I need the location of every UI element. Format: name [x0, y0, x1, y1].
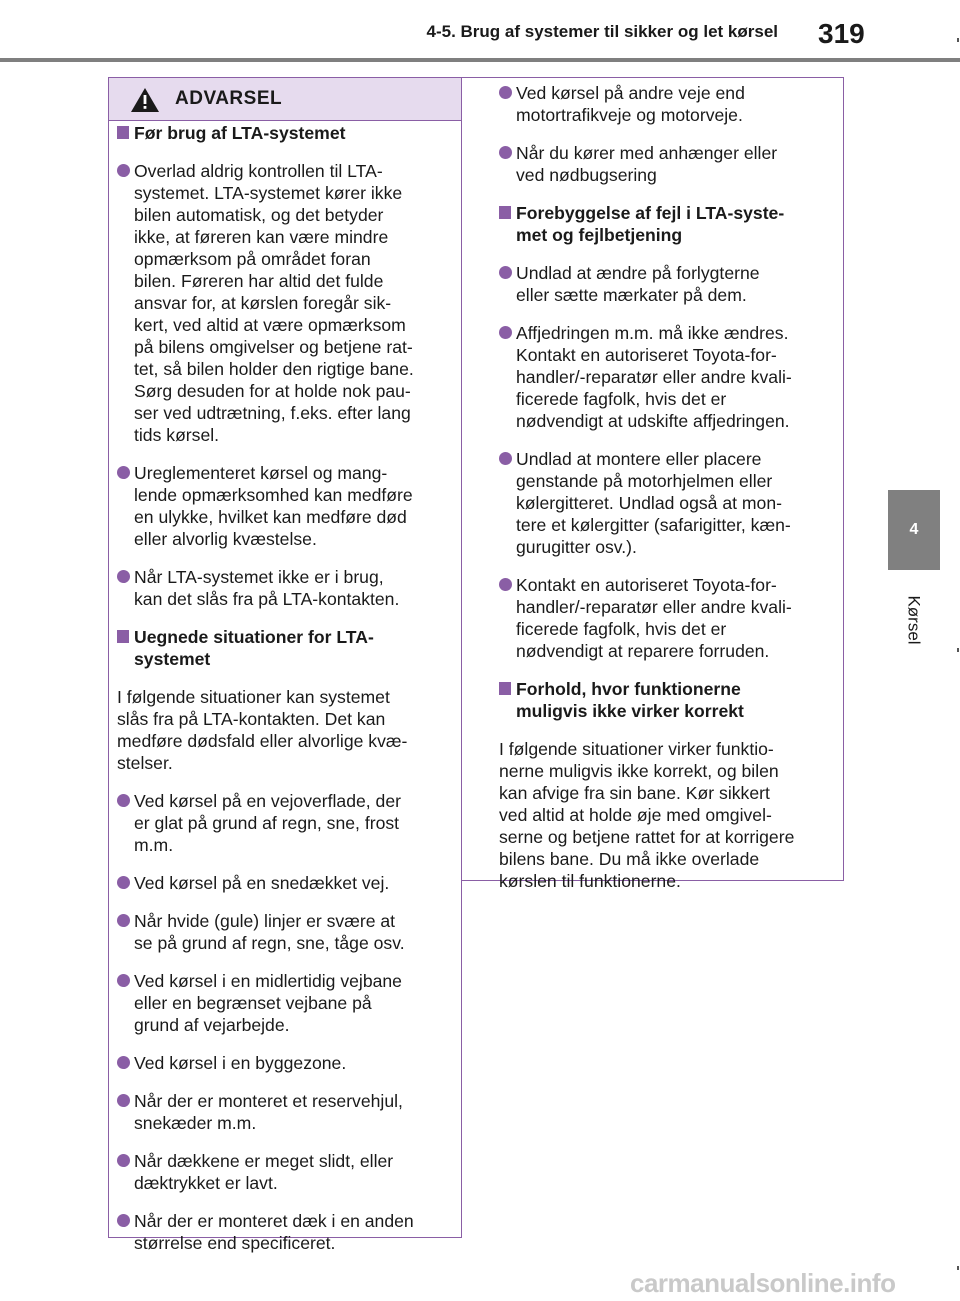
text-line: medføre dødsfald eller alvorlige kvæ- [117, 731, 408, 751]
bullet-dot-icon [117, 794, 130, 807]
text-line: nødvendigt at udskifte affjedringen. [516, 411, 790, 431]
text-line: kølergitteret. Undlad også at mon- [516, 493, 782, 513]
text-lines [516, 262, 829, 306]
text-line: ikke, at føreren kan være mindre [134, 227, 389, 247]
text-line: Når LTA-systemet ikke er i brug, [134, 567, 384, 587]
section-heading [117, 122, 449, 144]
text-lines [134, 566, 449, 610]
text-line: handler/-reparatør eller andre kvali- [516, 367, 792, 387]
text-lines [516, 678, 829, 722]
text-line: bilen automatisk, og det betyder [134, 205, 384, 225]
text-line: Ved kørsel på andre veje end [516, 83, 745, 103]
paragraph [499, 738, 829, 892]
text-line: Før brug af LTA-systemet [134, 123, 346, 143]
text-line: størrelse end specificeret. [134, 1233, 336, 1253]
text-lines [516, 202, 829, 246]
text-lines [134, 970, 449, 1036]
text-line: snekæder m.m. [134, 1113, 257, 1133]
text-line: på bilens omgivelser og betjene rat- [134, 337, 413, 357]
text-line: Kontakt en autoriseret Toyota-for- [516, 575, 777, 595]
bullet-item [117, 1052, 449, 1074]
text-line: Når dækkene er meget slidt, eller [134, 1151, 394, 1171]
bullet-item [117, 1150, 449, 1194]
text-line: gurugitter osv.). [516, 537, 637, 557]
text-line: tere et kølergitter (safarigitter, kæn- [516, 515, 791, 535]
text-line: tet, så bilen holder den rigtige bane. [134, 359, 414, 379]
text-line: eller sætte mærkater på dem. [516, 285, 747, 305]
text-line: Ved kørsel i en byggezone. [134, 1053, 347, 1073]
watermark: carmanualsonline.info [630, 1268, 896, 1298]
text-line: stelser. [117, 753, 173, 773]
bullet-item [499, 322, 829, 432]
paragraph [117, 686, 449, 774]
text-lines [117, 686, 449, 774]
text-line: lende opmærksomhed kan medføre [134, 485, 413, 505]
text-lines [516, 142, 829, 186]
page-header-title: 4-5. Brug af systemer til sikker og let kørsel [426, 22, 778, 41]
text-line: Uegnede situationer for LTA- [134, 627, 374, 647]
text-line: Når der er monteret dæk i en anden [134, 1211, 414, 1231]
warning-box [108, 77, 844, 1253]
text-lines [499, 738, 829, 892]
text-line: nødvendigt at reparere forruden. [516, 641, 770, 661]
bullet-dot-icon [117, 914, 130, 927]
text-line: en ulykke, hvilket kan medføre død [134, 507, 407, 527]
bullet-item [499, 142, 829, 186]
bullet-dot-icon [499, 86, 512, 99]
bullet-dot-icon [499, 578, 512, 591]
text-line: Affjedringen m.m. må ikke ændres. [516, 323, 789, 343]
bullet-item [499, 574, 829, 662]
text-line: Undlad at montere eller placere [516, 449, 762, 469]
chapter-tab: 4 [888, 490, 940, 570]
text-line: genstande på motorhjelmen eller [516, 471, 773, 491]
text-lines [134, 1210, 449, 1254]
bullet-dot-icon [499, 452, 512, 465]
text-line: Når hvide (gule) linjer er svære at [134, 911, 396, 931]
text-lines [516, 82, 829, 126]
warning-left-column [117, 122, 449, 1270]
text-line: kørslen til funktionerne. [499, 871, 681, 891]
text-lines [134, 122, 449, 144]
text-line: kan afvige fra sin bane. Kør sikkert [499, 783, 770, 803]
section-heading [499, 202, 829, 246]
text-line: I følgende situationer virker funktio- [499, 739, 774, 759]
text-line: systemet. LTA-systemet kører ikke [134, 183, 403, 203]
bullet-item [499, 82, 829, 126]
text-lines [134, 160, 449, 446]
bullet-dot-icon [499, 146, 512, 159]
text-line: Forhold, hvor funktionerne [516, 679, 741, 699]
text-line: Ved kørsel på en snedækket vej. [134, 873, 390, 893]
warning-title: ADVARSEL [175, 88, 283, 109]
text-line: se på grund af regn, sne, tåge osv. [134, 933, 405, 953]
bullet-dot-icon [499, 326, 512, 339]
bullet-item [117, 160, 449, 446]
bullet-dot-icon [117, 466, 130, 479]
header-rule [0, 58, 960, 62]
text-line: motortrafikveje og motorveje. [516, 105, 743, 125]
bullet-item [117, 790, 449, 856]
edge-mark [957, 648, 959, 652]
bullet-item [117, 872, 449, 894]
text-line: Forebyggelse af fejl i LTA-syste- [516, 203, 785, 223]
text-line: Ved kørsel i en midlertidig vejbane [134, 971, 402, 991]
text-line: er glat på grund af regn, sne, frost [134, 813, 400, 833]
text-line: bilen. Føreren har altid det fulde [134, 271, 384, 291]
text-line: eller alvorlig kvæstelse. [134, 529, 317, 549]
text-lines [516, 574, 829, 662]
warning-right-column [499, 82, 829, 908]
text-line: Når du kører med anhænger eller [516, 143, 778, 163]
bullet-item [117, 910, 449, 954]
text-line: Undlad at ændre på forlygterne [516, 263, 760, 283]
text-line: nerne muligvis ikke korrekt, og bilen [499, 761, 779, 781]
text-line: dæktrykket er lavt. [134, 1173, 278, 1193]
text-line: muligvis ikke virker korrekt [516, 701, 744, 721]
edge-mark [957, 1266, 959, 1270]
text-line: I følgende situationer kan systemet [117, 687, 390, 707]
text-line: ficerede fagfolk, hvis det er [516, 389, 727, 409]
text-lines [134, 790, 449, 856]
text-line: tids kørsel. [134, 425, 220, 445]
bullet-item [117, 1210, 449, 1254]
text-lines [134, 626, 449, 670]
text-lines [134, 1052, 449, 1074]
bullet-item [499, 448, 829, 558]
text-lines [516, 448, 829, 558]
text-lines [516, 322, 829, 432]
chapter-label-text: Kørsel [905, 595, 924, 645]
warning-header [109, 78, 461, 121]
bullet-dot-icon [499, 266, 512, 279]
page-number: 319 [818, 18, 865, 49]
text-line: bilens bane. Du må ikke overlade [499, 849, 760, 869]
text-line: kert, ved altid at være opmærksom [134, 315, 406, 335]
text-line: systemet [134, 649, 211, 669]
bullet-item [117, 1090, 449, 1134]
warning-triangle-icon [130, 87, 160, 113]
text-line: serne og betjene rattet for at korrigere [499, 827, 795, 847]
text-lines [134, 872, 449, 894]
chapter-label [893, 580, 935, 660]
text-line: ved nødbugsering [516, 165, 657, 185]
bullet-dot-icon [117, 1214, 130, 1227]
text-line: ser ved udtrætning, f.eks. efter lang [134, 403, 411, 423]
section-heading [499, 678, 829, 722]
text-line: Sørg desuden for at holde nok pau- [134, 381, 411, 401]
text-line: ved altid at holde øje med omgivel- [499, 805, 772, 825]
text-line: Overlad aldrig kontrollen til LTA- [134, 161, 383, 181]
bullet-dot-icon [117, 1154, 130, 1167]
text-line: handler/-reparatør eller andre kvali- [516, 597, 792, 617]
bullet-dot-icon [117, 1094, 130, 1107]
text-lines [134, 462, 449, 550]
text-line: kan det slås fra på LTA-kontakten. [134, 589, 400, 609]
text-line: ansvar for, at kørslen foregår sik- [134, 293, 392, 313]
text-line: Når der er monteret et reservehjul, [134, 1091, 403, 1111]
bullet-dot-icon [117, 876, 130, 889]
text-line: ficerede fagfolk, hvis det er [516, 619, 727, 639]
text-line: Kontakt en autoriseret Toyota-for- [516, 345, 777, 365]
bullet-item [499, 262, 829, 306]
text-lines [134, 910, 449, 954]
bullet-dot-icon [117, 1056, 130, 1069]
text-line: m.m. [134, 835, 174, 855]
text-lines [134, 1150, 449, 1194]
text-line: opmærksom på området foran [134, 249, 371, 269]
bullet-dot-icon [117, 164, 130, 177]
bullet-item [117, 566, 449, 610]
text-line: Ved kørsel på en vejoverflade, der [134, 791, 401, 811]
section-heading [117, 626, 449, 670]
bullet-dot-icon [117, 570, 130, 583]
text-line: eller en begrænset vejbane på [134, 993, 372, 1013]
text-line: Ureglementeret kørsel og mang- [134, 463, 388, 483]
bullet-item [117, 462, 449, 550]
text-line: grund af vejarbejde. [134, 1015, 290, 1035]
text-lines [134, 1090, 449, 1134]
edge-mark [957, 38, 959, 42]
box-blank-area [462, 880, 844, 1238]
bullet-dot-icon [117, 974, 130, 987]
bullet-item [117, 970, 449, 1036]
text-line: met og fejlbetjening [516, 225, 683, 245]
text-line: slås fra på LTA-kontakten. Det kan [117, 709, 386, 729]
